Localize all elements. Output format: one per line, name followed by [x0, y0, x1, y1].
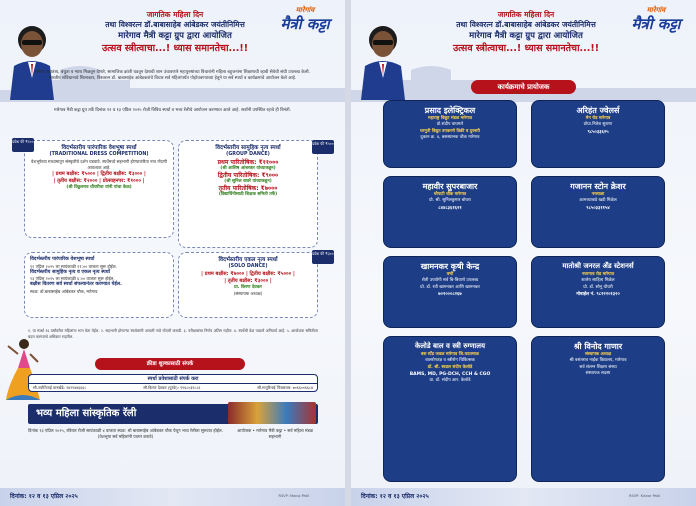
sponsor-owner: प्रो. डॉ. सोनू चौधरी	[583, 284, 613, 290]
traditional-dress-card	[24, 140, 174, 238]
ambedkar-portrait	[4, 18, 60, 100]
intro-paragraph-2: मारेगाव मैत्री कट्टा ग्रुप तर्फे दिनांक १२ व १३ एप्रिल २०२५ रोजी विविध स्पर्धा व भव्य रॅलीचे आयोजन करण्यात आले आहे. सर्वांनी उपस्थित रहावे ही विनंती.	[54, 108, 291, 113]
prize-third: तृतीय पारितोषिक: ₹७०००	[218, 184, 278, 192]
sponsor-detail: घरगुती विद्युत उपकरणे विक्री व दुरुस्ती	[420, 128, 480, 134]
right-header	[411, 10, 641, 55]
schedule-card	[24, 252, 174, 318]
sponsor-owner: प्रो. श्री. सुनिलकुमार बोथरा	[429, 198, 471, 204]
schedule-venue: स्थळ: डॉ.बाबासाहेब आंबेडकर चौक, मारेगाव	[30, 288, 98, 294]
prize-first: प्रथम पारितोषिक: ₹११०००	[217, 158, 279, 166]
sponsor-name: महावीर सुपरबाजार	[422, 182, 478, 191]
logo-small-text: मारेगांव	[646, 6, 666, 14]
sponsor-detail: BAMS, MD, PG-DCH, CCH & CGO	[409, 371, 491, 377]
sponsor-card	[531, 336, 665, 482]
sponsor-name: केलोडे बाल व स्त्री रुग्णालय	[414, 342, 486, 350]
prize-line-2: | तृतीय बक्षीस: ₹२००० | प्रोत्साहनपर: ₹१००० |	[53, 177, 145, 184]
card-title: विदर्भस्तरीय एकल नृत्य स्पर्धा	[218, 257, 278, 263]
logo-big-text: मैत्री कट्टा	[631, 15, 681, 33]
sponsor-line: संस्थापक अध्यक्ष	[584, 352, 612, 357]
sponsor-detail: शालेय साहित्य मिळेल	[581, 278, 615, 284]
sponsor-phone: मोबाईल नं. ९८२२२०१३२०	[576, 291, 620, 297]
group-dance-card	[178, 140, 318, 248]
sponsor-phone: ९८५०३३६२५	[587, 129, 609, 135]
footer-date: दिनांक: १२ व १३ एप्रिल २०२५	[361, 493, 429, 500]
solo-dance-card	[178, 252, 318, 318]
sponsor-card	[383, 100, 517, 168]
prize-second: द्वितीय पारितोषिक: ₹९०००	[217, 171, 279, 179]
sponsor-extra: बालरोगतज्ञ व स्त्रीरोग चिकित्सक	[425, 358, 475, 364]
sponsor-name: अरिहंत ज्वेलर्स	[576, 106, 620, 115]
card-subtitle: (TRADITIONAL DRESS COMPETITION)	[49, 152, 149, 157]
right-footer	[351, 488, 696, 506]
sponsor-line: महाराष्ट्र विद्युत मंडळ मारेगाव	[428, 116, 472, 121]
sponsor-phone: ७०२०००८२६७	[438, 291, 462, 297]
header-line-3: मारेगाव मैत्री कट्टा ग्रुप द्वारा आयोजित	[118, 31, 232, 41]
left-header	[60, 10, 290, 55]
card-subtitle: (GROUP DANCE)	[226, 152, 270, 157]
footer-credit: RSVP: Manoj Patil	[278, 494, 309, 498]
rally-photo	[228, 402, 316, 424]
prize-first-sponsor: (श्री आशिष आंबरकर यांच्याकडून)	[220, 165, 276, 171]
schedule-item-2: विदर्भस्तरीय सामुहिक नृत्य व एकल नृत्य स्पर्धा	[30, 269, 110, 275]
sponsor-name: खामनकर कृषी केन्द्र	[420, 262, 480, 271]
intro-paragraph: समता, स्वातंत्र्य, बंधुता व न्याय मिळवून देणारे, सामाजिक क्रांती घडवून देशाची शान उंचावणारे महापुरुषांच्या विचारांनी महिला बहुजनांना शिक्षणाची व्हावी सेवेची संधी उपलब्ध केली. भारतीय संविधानाचे शिल्पकार, विश्वरत्न डॉ. बाबासाहेब आंबेडकरांचे विचार सर्व महिलांपर्यंत पोहोचवण्याच्या हेतूने या सर्व स्पर्धा व कार्यक्रमांचे आयोजन केले आहे.	[34, 70, 310, 82]
card-title: विदर्भस्तरीय पारंपारिक वेशभूषा स्पर्धा	[61, 145, 137, 151]
sponsor-line: नवरगाव रोड मारेगाव	[582, 272, 614, 277]
prize-third-sponsor: (विद्यार्थिनीसाठी शिक्षक समिती तर्फे)	[218, 191, 278, 197]
schedule-item-3: बक्षीस वितरण सर्व स्पर्धा संपल्यानंतर करण्यात येईल.	[30, 282, 122, 287]
header-line-1: जागतिक महिला दिन	[146, 10, 204, 19]
header-line-4: उत्सव स्त्रीत्वाचा...! ध्यास समानतेचा...!!	[452, 43, 600, 54]
contact-3: सौ.मायुरिताई पिंजलवार: ७०६६००६६८४	[257, 385, 313, 390]
header-line-3: मारेगाव मैत्री कट्टा ग्रुप द्वारा आयोजित	[469, 31, 583, 41]
sponsor-line: नरसाळा	[591, 192, 605, 197]
card-subtitle: (SOLO DANCE)	[228, 264, 268, 269]
rules-text: १. या स्पर्धा १६ वर्षांवरील महिलांना भाग घेता येईल. २. सहभागी होणाऱ्या स्पर्धकांनी आपली नावे नोंदणी करावी. ३. परीक्षकांचा निर्णय अंतिम राहील. ४. स्पर्धेची वेळ पाळणे अनिवार्य आहे. ५. आयोजक समितीला बदल करण्याचे अधिकार राहतील.	[28, 328, 318, 339]
fee-badge: प्रवेश फी ₹५००	[312, 140, 334, 154]
contact-row	[29, 383, 317, 391]
ambedkar-portrait	[355, 18, 411, 100]
card-title: विदर्भस्तरीय सामुहिक नृत्य स्पर्धा	[215, 145, 281, 151]
contact-banner: क्रीडा शुल्कासाठी संपर्क	[95, 358, 245, 370]
guest-note: (संस्थापक अध्यक्ष)	[233, 290, 263, 296]
dancer-illustration	[4, 336, 42, 402]
guest-name: प्रा. किरण देवकर	[234, 284, 262, 290]
header-line-2: तथा विश्वरत्न डॉ.बाबासाहेब आंबेडकर जयंतीनिमित्त	[456, 20, 596, 29]
sponsor-owner: डॉ. श्री. स्वप्नल संदीप केलोडे	[427, 364, 473, 370]
sponsor-card	[383, 336, 517, 482]
contact-box	[28, 374, 318, 392]
schedule-date-1: १२ एप्रिल २०२५ ला सायंकाळी ११:०० वाजता सुरू होईल.	[30, 263, 117, 269]
sponsor-card	[383, 176, 517, 248]
contact-1: सौ.ज्योतिताई वानखेडे: ९४२१४४६६६८	[33, 385, 87, 390]
prize-line-1: | प्रथम बक्षीस: ₹५००० | द्वितीय बक्षीस: ₹३००० |	[52, 170, 146, 177]
sponsor-card	[531, 256, 665, 328]
sponsor-owner: श्री वसंतराव नाईक विद्यालय, मारेगाव	[569, 358, 627, 364]
fee-badge: प्रवेश फी ₹३००	[312, 250, 334, 264]
sponsor-extra: दुकान क्र. ४, बसस्थानक चौक मारेगाव	[420, 134, 480, 140]
left-poster	[0, 0, 345, 506]
sponsor-name: प्रसाद इलेक्ट्रिकल	[424, 106, 476, 115]
maitri-katta-logo	[622, 6, 690, 54]
fee-badge: प्रवेश फी ₹१००	[12, 138, 34, 152]
sponsor-phone: ९८५०३३११५४	[586, 205, 610, 211]
sponsor-phone: ८४४८३६१६२१	[438, 205, 462, 211]
prize-line-1: | प्रथम बक्षीस: ₹७००० | द्वितीय बक्षीस: ₹५००० |	[201, 270, 295, 277]
rally-details: दिनांक १३ एप्रिल २०२५, रविवार रोजी सायंकाळी ४ वाजता स्थळ: श्री बाबासाहेब आंबेडकर चौक येथून भव्य रॅलीला सुरुवात होईल. (वेशभूषा सर्व महिलांनी पालन करावे)	[28, 428, 223, 439]
sponsor-card	[383, 256, 517, 328]
prize-second-sponsor: (श्री सुनिल वावरे यांच्याकडून)	[224, 178, 272, 184]
sponsor-owner: प्रो. डॉ. रवी खामनकर आणि खामनकर	[420, 284, 480, 290]
footer-date: दिनांक: १२ व १३ एप्रिल २०२५	[10, 493, 78, 500]
sponsor-line: मेन रोड मारेगाव	[585, 116, 611, 121]
sponsor-name: मातोश्री जनरल अँड स्टेशनर्स	[562, 262, 634, 270]
right-poster	[351, 0, 696, 506]
sponsor-detail: आमच्याकडे खडी मिळेल	[579, 198, 617, 204]
schedule-item-1: विदर्भस्तरीय पारंपारिक वेशभूषा स्पर्धा	[30, 257, 95, 262]
sponsor-detail: शेती उपयोगी सर्व बि-बियाणे उपलब्ध	[421, 278, 479, 284]
sponsor-detail: सर्व संलग्न शिक्षण संस्था	[579, 364, 617, 370]
footer-credit: RSVP: Kishor Patil	[629, 494, 660, 498]
contact-heading: स्पर्धा प्रवेशासाठी संपर्क करा	[147, 376, 199, 382]
contact-2: सौ.किरण देवकर (पुरके): ९१६८०३१८८६	[143, 385, 201, 390]
header-line-4: उत्सव स्त्रीत्वाचा...! ध्यास समानतेचा...!!	[101, 43, 249, 54]
logo-small-text: मारेगांव	[295, 6, 315, 14]
card-text: वेशभूषेच्या माध्यमातून संस्कृतीचे दर्शन घडवावे. स्पर्धेमध्ये सहभागी होण्याकरिता नाव नोंदणी आवश्यक आहे.	[31, 158, 167, 170]
sponsor-owner: प्रो.संदीप वाघमारे	[436, 122, 464, 128]
sponsor-heading: कार्यक्रमाचे प्रायोजक	[471, 80, 576, 94]
prize-line-2: | तृतीय बक्षीस: ₹३००० |	[224, 277, 272, 284]
sponsor-note: (श्री विठ्ठलराव चौधरीचा यांनी पांचा केळ)	[66, 184, 132, 190]
sponsor-contact: प्रा. डॉ. संदीप आर. केलोडे	[429, 377, 471, 383]
rally-title-banner: भव्य महिला सांस्कृतिक रॅली	[28, 404, 318, 424]
header-line-2: तथा विश्वरत्न डॉ.बाबासाहेब आंबेडकर जयंतीनिमित्त	[105, 20, 245, 29]
sponsor-line: बस स्टँड जवळ मारेगाव जि.यवतमाळ	[421, 352, 479, 357]
sponsor-extra: संस्थापक सदस्य	[585, 370, 611, 376]
sponsor-card	[531, 100, 665, 168]
sponsor-line: वणी	[446, 272, 454, 277]
logo-big-text: मैत्री कट्टा	[280, 15, 330, 33]
header-line-1: जागतिक महिला दिन	[497, 10, 555, 19]
sponsor-name: गजानन स्टोन क्रेशर	[570, 182, 626, 191]
sponsor-line: चौपाटी चौक मारेगाव	[433, 192, 467, 197]
maitri-katta-logo	[271, 6, 339, 54]
schedule-date-2: १३ एप्रिल २०२५ ला सायंकाळी ६:०० वाजता सुरू होईल.	[30, 276, 115, 281]
rally-organizer: आयोजक • मारेगाव मैत्री कट्टा • सर्व महिला मंडळ सहभागी	[237, 428, 313, 439]
sponsor-name: श्री विनोद गाणार	[573, 342, 623, 351]
left-footer	[0, 488, 345, 506]
sponsor-owner: प्रोप्रा.नितेश सुराणा	[583, 122, 613, 128]
sponsor-card	[531, 176, 665, 248]
